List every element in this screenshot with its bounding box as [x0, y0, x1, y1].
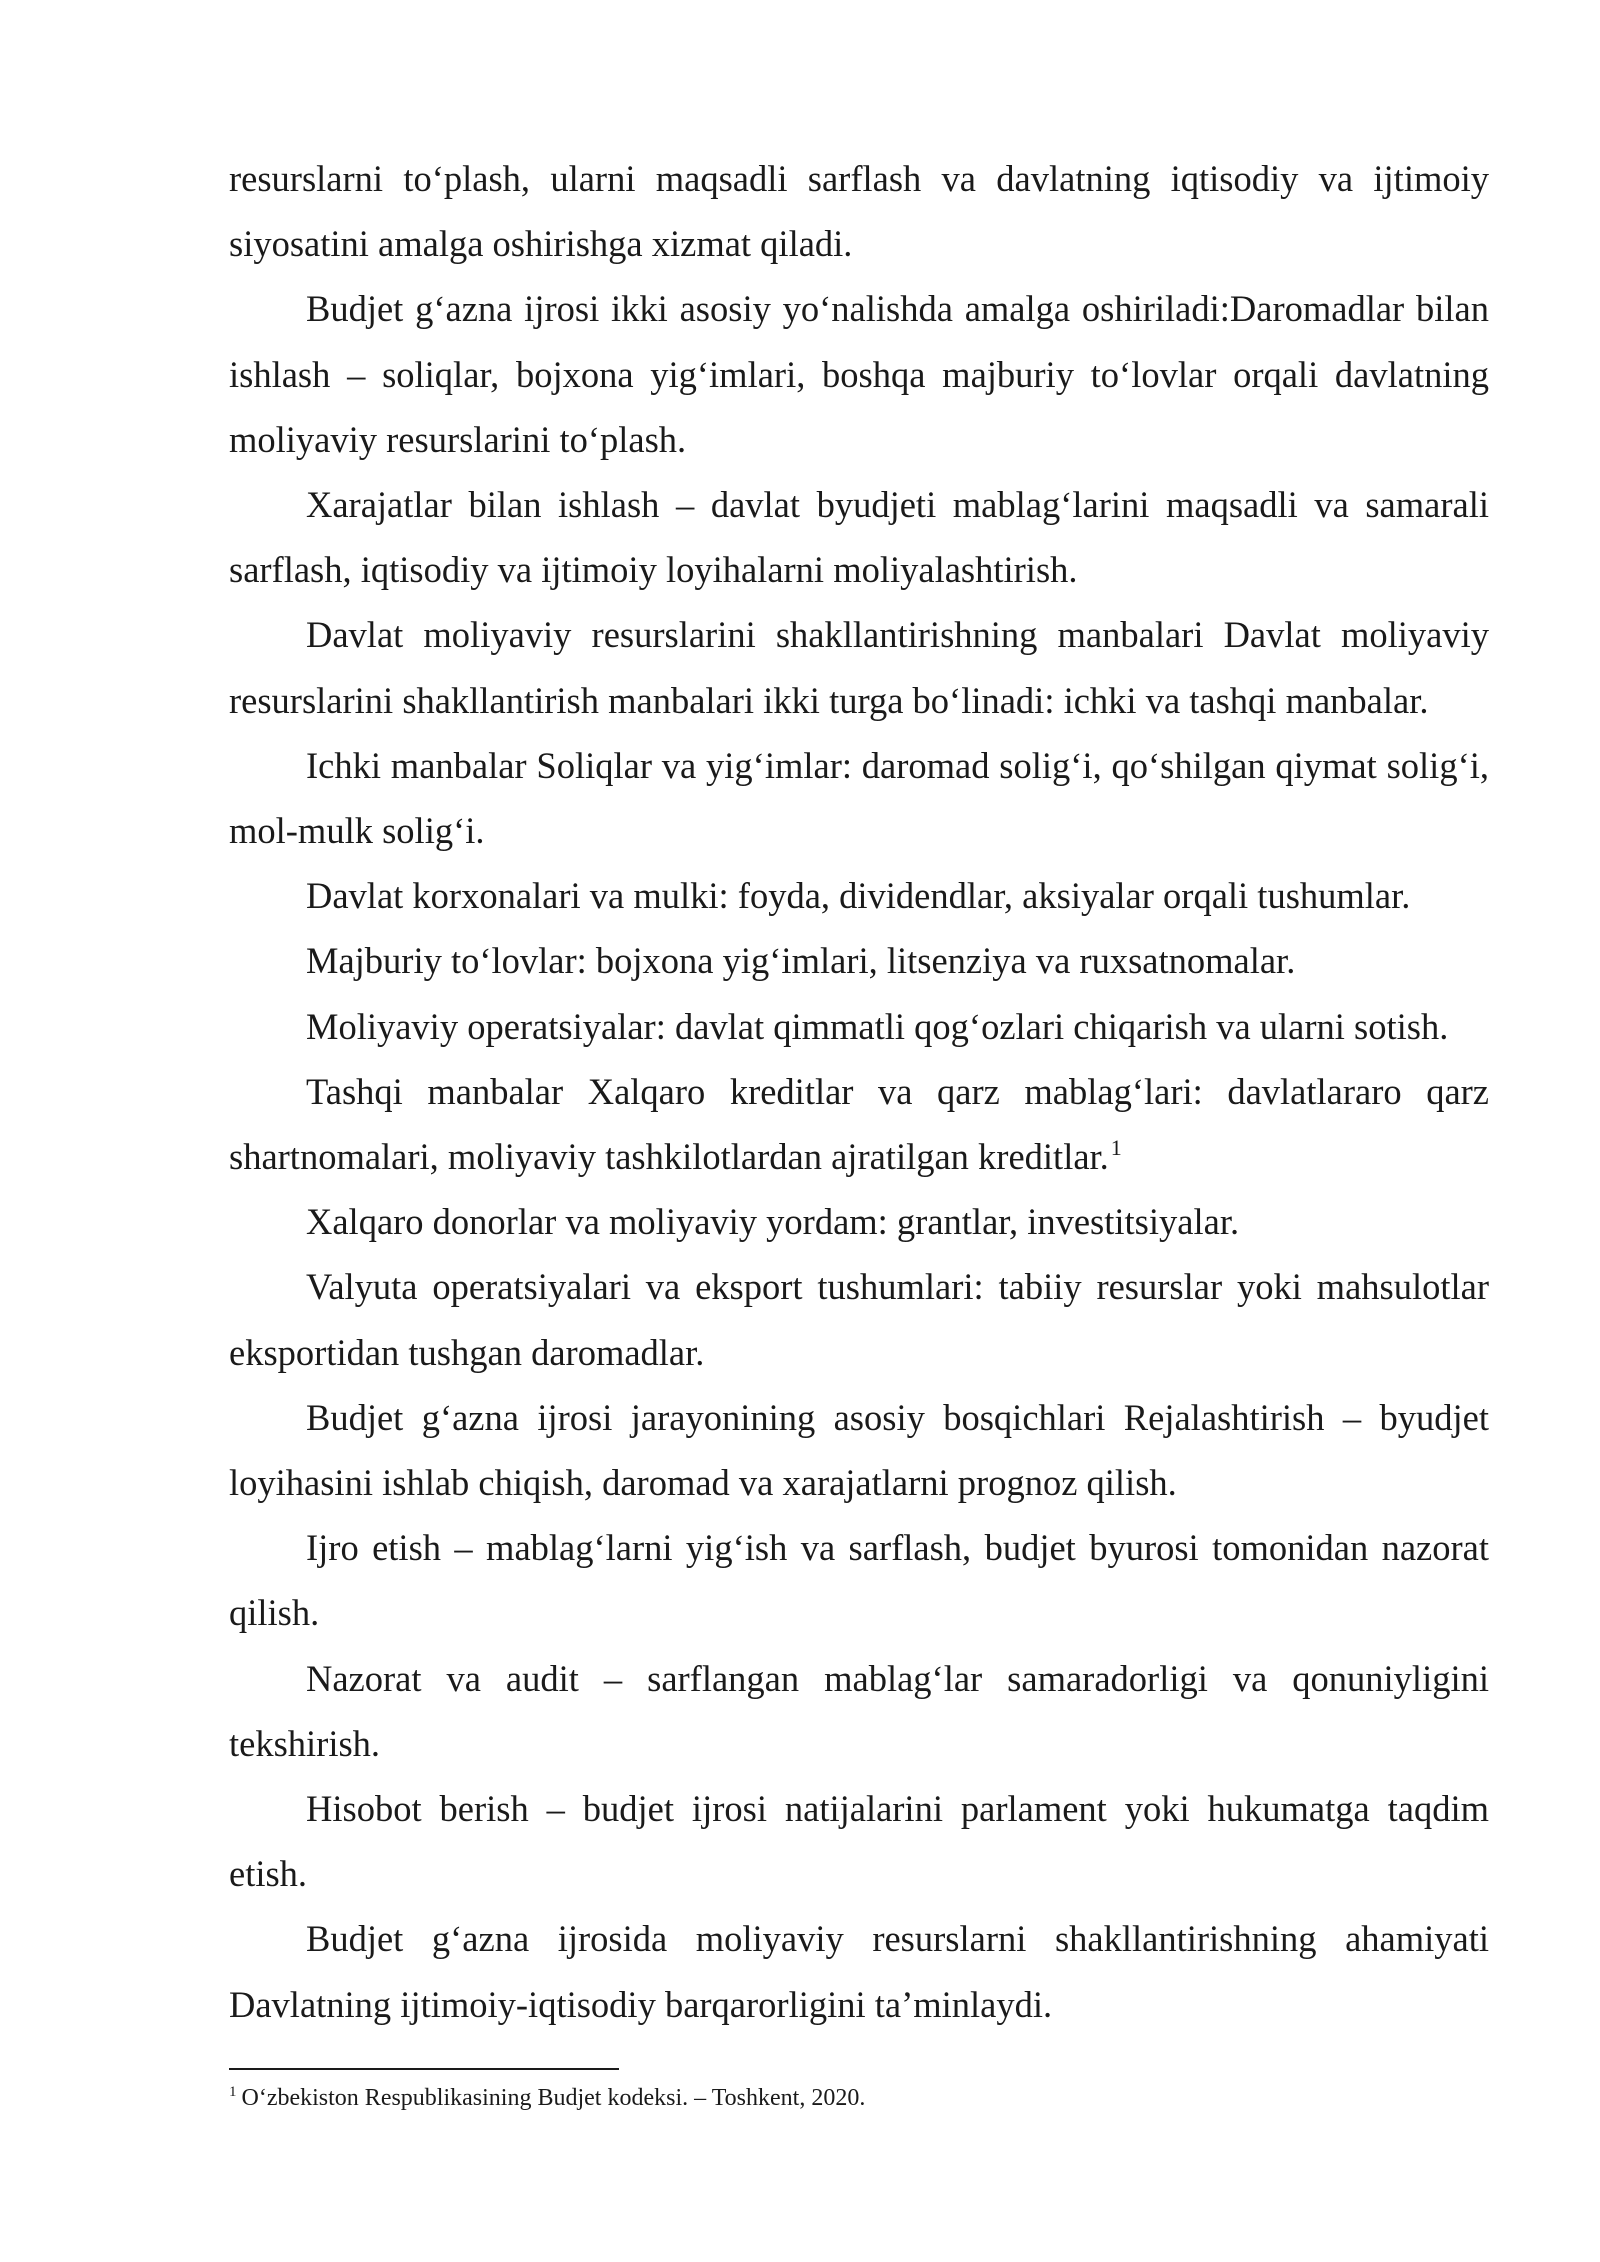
footnote-reference[interactable]: 1	[1110, 1135, 1122, 1161]
paragraph-with-footnote	[229, 1059, 1489, 1189]
footnote	[229, 2082, 1489, 2114]
footnote-separator	[229, 2068, 619, 2070]
paragraph: Davlat moliyaviy resurslarini shakllantirishning manbalari Davlat moliyaviy resurslarini shakllantirish manbalari ikki turga bo‘linadi: ichki va tashqi manbalar.	[229, 614, 1489, 721]
paragraph: Ijro etish – mablag‘larni yig‘ish va sarflash, budjet byurosi tomonidan nazorat qilish.	[229, 1527, 1489, 1634]
paragraph: Xarajatlar bilan ishlash – davlat byudjeti mablag‘larini maqsadli va samarali sarflash, iqtisodiy va ijtimoiy loyihalarni moliyalashtirish.	[229, 484, 1489, 591]
paragraph: Moliyaviy operatsiyalar: davlat qimmatli qog‘ozlari chiqarish va ularni sotish.	[306, 1005, 1449, 1047]
paragraph: Hisobot berish – budjet ijrosi natijalarini parlament yoki hukumatga taqdim etish.	[229, 1788, 1489, 1895]
paragraph: Budjet g‘azna ijrosi ikki asosiy yo‘nalishda amalga oshiriladi:Daromadlar bilan ishlash – soliqlar, bojxona yig‘imlari, boshqa majburiy to‘lovlar orqali davlatning moliyaviy resurslarini to‘plash.	[229, 288, 1489, 460]
footnote-text: O‘zbekiston Respublikasining Budjet kodeksi. – Toshkent, 2020.	[241, 2085, 866, 2111]
paragraph: Davlat korxonalari va mulki: foyda, dividendlar, aksiyalar orqali tushumlar.	[306, 875, 1411, 917]
paragraph: Xalqaro donorlar va moliyaviy yordam: grantlar, investitsiyalar.	[306, 1201, 1240, 1243]
footnote-marker: 1	[229, 2084, 237, 2100]
body-text	[229, 146, 1489, 2037]
paragraph: Nazorat va audit – sarflangan mablag‘lar samaradorligi va qonuniyligini tekshirish.	[229, 1657, 1489, 1764]
paragraph: Valyuta operatsiyalari va eksport tushumlari: tabiiy resurslar yoki mahsulotlar eksportidan tushgan daromadlar.	[229, 1266, 1489, 1373]
paragraph: Ichki manbalar Soliqlar va yig‘imlar: daromad solig‘i, qo‘shilgan qiymat solig‘i, mol-mulk solig‘i.	[229, 744, 1489, 852]
paragraph: Budjet g‘azna ijrosida moliyaviy resurslarni shakllantirishning ahamiyati Davlatning ijtimoiy-iqtisodiy barqarorligini ta’minlaydi.	[229, 1918, 1489, 2025]
paragraph-text: Tashqi manbalar Xalqaro kreditlar va qarz mablag‘lari: davlatlararo qarz shartnomalari, moliyaviy tashkilotlardan ajratilgan kreditlar.	[229, 1070, 1489, 1178]
paragraph: resurslarni to‘plash, ularni maqsadli sarflash va davlatning iqtisodiy va ijtimoiy siyosatini amalga oshirishga xizmat qiladi.	[229, 158, 1489, 265]
paragraph: Majburiy to‘lovlar: bojxona yig‘imlari, litsenziya va ruxsatnomalar.	[306, 940, 1296, 982]
paragraph: Budjet g‘azna ijrosi jarayonining asosiy bosqichlari Rejalashtirish – byudjet loyihasini ishlab chiqish, daromad va xarajatlarni prognoz qilish.	[229, 1396, 1489, 1504]
